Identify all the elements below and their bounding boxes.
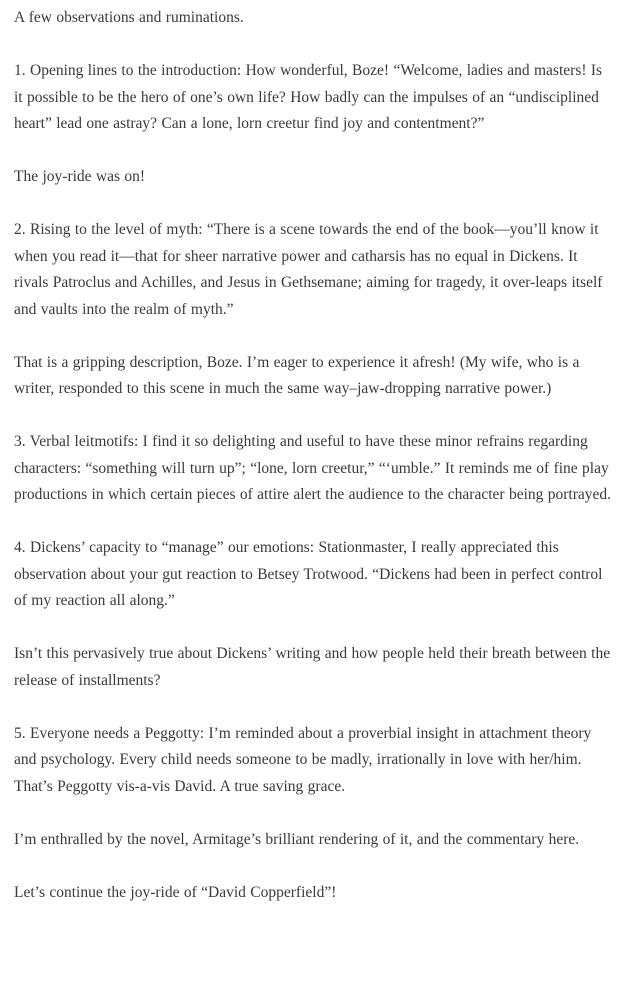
enthralled-remark: I’m enthralled by the novel, Armitage’s brilliant rendering of it, and the commentary here. [14, 830, 580, 848]
point-3-verbal-leitmotifs: 3. Verbal leitmotifs: I find it so delighting and useful to have these minor refrains regarding characters: “something will turn up”; “lone, lorn creetur,” “‘umble.” It reminds me of fine play productions in which certain pieces of attire alert the audience to the character being portrayed. [14, 433, 612, 503]
closing-line: Let’s continue the joy-ride of “David Copperfield”! [14, 883, 337, 901]
point-2-rising-to-myth: 2. Rising to the level of myth: “There is a scene towards the end of the book—you’ll know it when you read it—that for sheer narrative power and catharsis has no equal in Dickens. It rivals Patroclus and Achilles, and Jesus in Gethsemane; aiming for tragedy, it over-leaps itself and vaults into the realm of myth.” [14, 221, 603, 318]
point-4-managing-emotions: 4. Dickens’ capacity to “manage” our emotions: Stationmaster, I really appreciated this observation about your gut reaction to Betsey Trotwood. “Dickens had been in perfect control of my reaction all along.” [14, 539, 603, 609]
point-1-opening-lines: 1. Opening lines to the introduction: How wonderful, Boze! “Welcome, ladies and masters! Is it possible to be the hero of one’s own life? How badly can the impulses of an “undisciplined heart” lead one astray? Can a lone, lorn creetur find joy and contentment?” [14, 62, 603, 132]
comment-intro: A few observations and ruminations. [14, 9, 244, 26]
gripping-description-remark: That is a gripping description, Boze. I’m eager to experience it afresh! (My wife, who is a writer, responded to this scene in much the same way–jaw-dropping narrative power.) [14, 353, 580, 397]
pervasive-truth-question: Isn’t this pervasively true about Dickens’ writing and how people held their breath between the release of installments? [14, 645, 611, 689]
joy-ride-remark: The joy-ride was on! [14, 168, 146, 185]
point-5-peggotty: 5. Everyone needs a Peggotty: I’m reminded about a proverbial insight in attachment theory and psychology. Every child needs someone to be madly, irrationally in love with her/him. That’s Peggotty vis-a-vis David. A true saving grace. [14, 724, 592, 795]
